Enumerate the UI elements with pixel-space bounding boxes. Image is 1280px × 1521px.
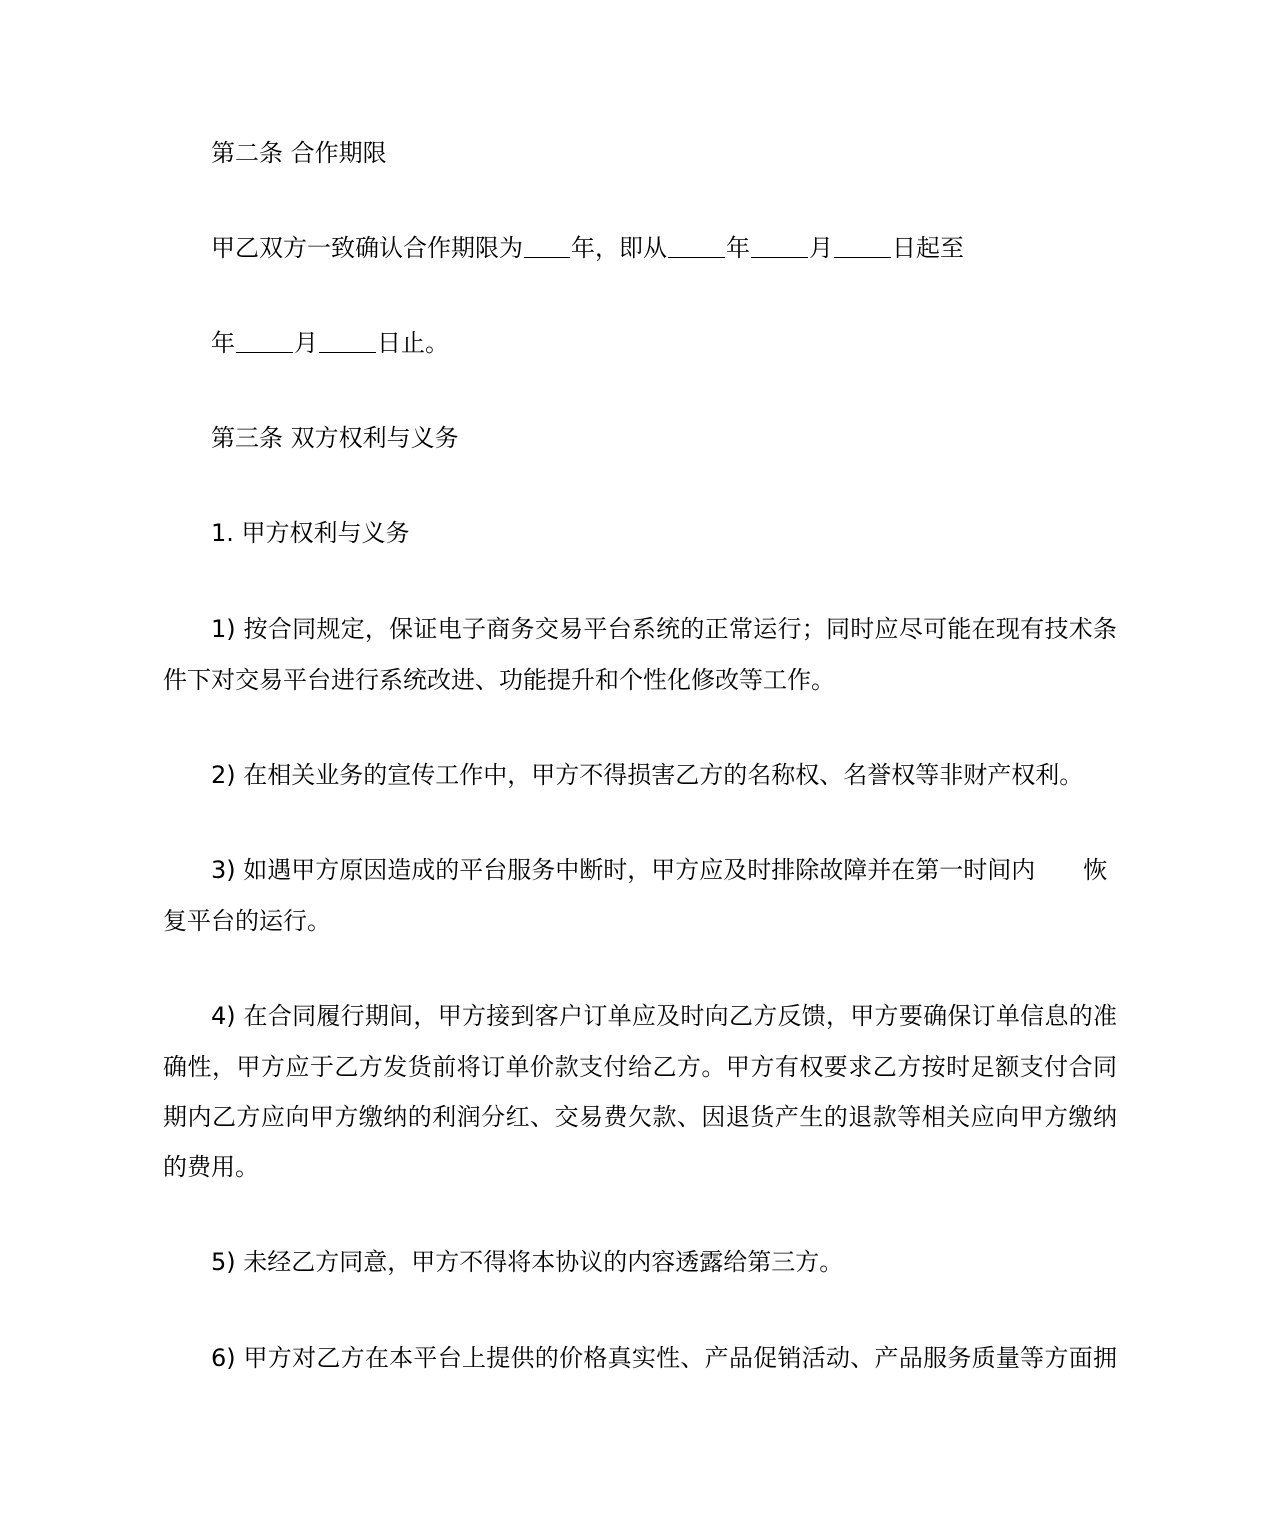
blank-start-day [834,233,891,258]
text-segment: 年 [211,329,235,357]
text-segment: 年 [726,234,750,262]
blank-years [524,233,570,258]
text-segment: 年，即从 [571,234,667,262]
item-4-line-2: 确性，甲方应于乙方发货前将订单价款支付给乙方。甲方有权要求乙方按时足额支付合同 [163,1053,1117,1081]
blank-start-year [668,233,725,258]
text-segment: 月 [294,329,318,357]
item-3-line-1 [211,845,1171,895]
item-6-line-1: 6) 甲方对乙方在本平台上提供的价格真实性、产品促销活动、产品服务质量等方面拥 [211,1344,1117,1372]
article-2-heading: 第二条 合作期限 [211,139,387,167]
text-segment: 日起至 [892,234,964,262]
text-segment: 日止。 [377,329,449,357]
item-4-line-3: 期内乙方应向甲方缴纳的利润分红、交易费欠款、因退货产生的退款等相关应向甲方缴纳 [163,1103,1117,1131]
item-1-line-2: 件下对交易平台进行系统改进、功能提升和个性化修改等工作。 [163,666,835,694]
blank-end-month [236,328,293,353]
item-1-line-1: 1) 按合同规定，保证电子商务交易平台系统的正常运行；同时应尽可能在现有技术条 [211,615,1117,643]
section-1-heading: 1. 甲方权利与义务 [211,519,410,547]
item-3-line-2: 复平台的运行。 [163,907,331,935]
item-2-line-1: 2) 在相关业务的宣传工作中，甲方不得损害乙方的名称权、名誉权等非财产权利。 [211,761,1084,789]
text-segment: 恢 [1083,856,1108,884]
text-segment: 甲乙双方一致确认合作期限为 [211,234,523,262]
blank-start-month [751,233,808,258]
item-4-line-4: 的费用。 [163,1153,259,1181]
article-2-paragraph-line-1 [211,223,1171,273]
text-segment: 3) 如遇甲方原因造成的平台服务中断时，甲方应及时排除故障并在第一时间内 [211,856,1036,884]
blank-end-day [319,328,376,353]
item-4-line-1: 4) 在合同履行期间，甲方接到客户订单应及时向乙方反馈，甲方要确保订单信息的准 [211,1002,1117,1030]
item-5-line-1: 5) 未经乙方同意，甲方不得将本协议的内容透露给第三方。 [211,1248,844,1276]
text-segment: 月 [809,234,833,262]
article-3-heading: 第三条 双方权利与义务 [211,424,459,452]
article-2-paragraph-line-2 [211,318,1171,368]
